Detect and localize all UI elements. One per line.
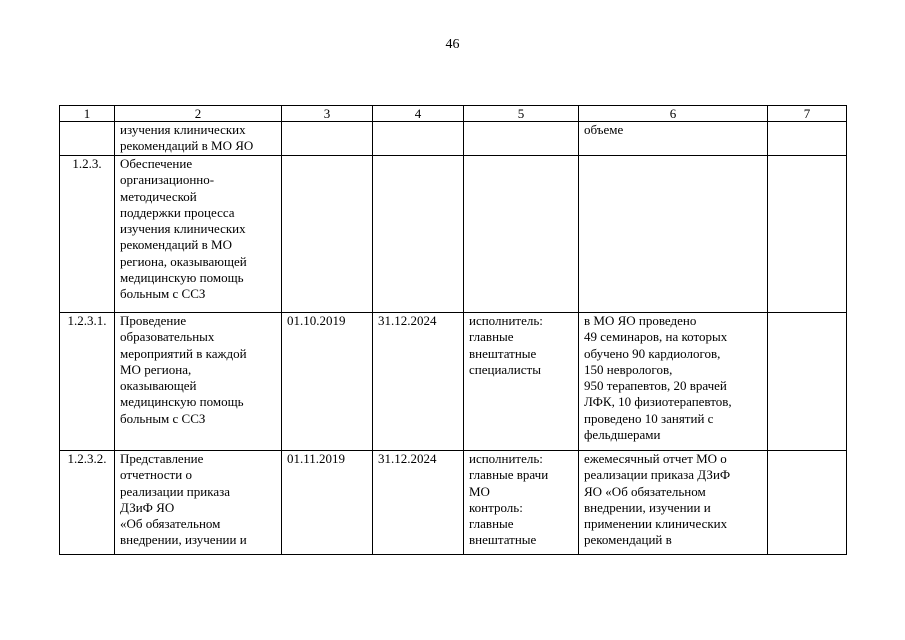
start-date-cell	[282, 122, 373, 156]
end-date-cell: 31.12.2024	[373, 313, 464, 451]
table-row	[60, 313, 847, 451]
table-row	[60, 156, 847, 313]
note-cell	[768, 122, 847, 156]
column-header: 6	[579, 106, 768, 122]
activity-cell: Проведение образовательных мероприятий в каждой МО региона, оказывающей медицинскую помощь больным с ССЗ	[115, 313, 282, 451]
note-cell	[768, 156, 847, 313]
end-date-cell	[373, 122, 464, 156]
start-date-cell	[282, 156, 373, 313]
activity-cell: Обеспечение организационно- методической поддержки процесса изучения клинических рекомендаций в МО региона, оказывающей медицинскую помощь больным с ССЗ	[115, 156, 282, 313]
column-header: 7	[768, 106, 847, 122]
page-number: 46	[445, 37, 460, 52]
item-number: 1.2.3.2.	[60, 451, 115, 555]
responsible-cell: исполнитель: главные внештатные специалисты	[464, 313, 579, 451]
table-header-row	[60, 106, 847, 122]
activity-cell: изучения клинических рекомендаций в МО ЯО	[115, 122, 282, 156]
responsible-cell	[464, 122, 579, 156]
item-number: 1.2.3.	[60, 156, 115, 313]
activities-table	[59, 105, 847, 555]
note-cell	[768, 451, 847, 555]
column-header: 3	[282, 106, 373, 122]
result-cell	[579, 156, 768, 313]
result-cell: ежемесячный отчет МО о реализации приказа ДЗиФ ЯО «Об обязательном внедрении, изучении и применении клинических рекомендаций в	[579, 451, 768, 555]
item-number: 1.2.3.1.	[60, 313, 115, 451]
end-date-cell	[373, 156, 464, 313]
start-date-cell: 01.10.2019	[282, 313, 373, 451]
column-header: 5	[464, 106, 579, 122]
start-date-cell: 01.11.2019	[282, 451, 373, 555]
column-header: 4	[373, 106, 464, 122]
end-date-cell: 31.12.2024	[373, 451, 464, 555]
activity-cell: Представление отчетности о реализации приказа ДЗиФ ЯО «Об обязательном внедрении, изучении и	[115, 451, 282, 555]
table-row	[60, 451, 847, 555]
result-cell: объеме	[579, 122, 768, 156]
item-number	[60, 122, 115, 156]
result-cell: в МО ЯО проведено 49 семинаров, на которых обучено 90 кардиологов, 150 неврологов, 950 терапевтов, 20 врачей ЛФК, 10 физиотерапевтов, проведено 10 занятий с фельдшерами	[579, 313, 768, 451]
note-cell	[768, 313, 847, 451]
responsible-cell: исполнитель: главные врачи МО контроль: главные внештатные	[464, 451, 579, 555]
responsible-cell	[464, 156, 579, 313]
column-header: 1	[60, 106, 115, 122]
column-header: 2	[115, 106, 282, 122]
table-row	[60, 122, 847, 156]
